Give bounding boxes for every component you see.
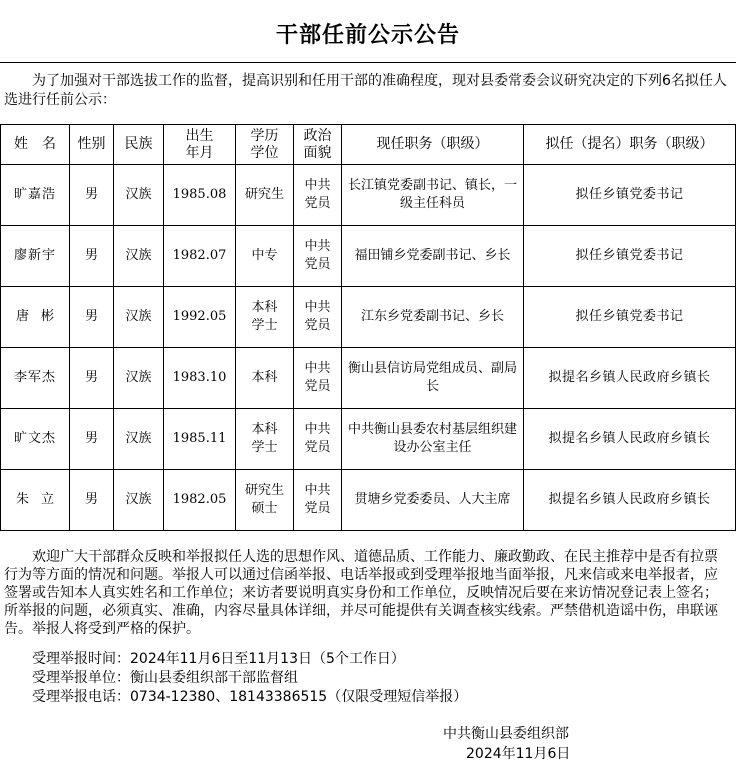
cell-gender: 男 <box>70 165 114 226</box>
cell-political <box>294 470 342 531</box>
header-education <box>236 125 294 165</box>
table-row <box>1 409 736 470</box>
cell-education <box>236 470 294 531</box>
cell-education-degree: 研究生 <box>244 187 284 202</box>
cell-current-position: 贯塘乡党委委员、人大主席 <box>342 470 524 531</box>
header-ethnicity: 民族 <box>114 125 164 165</box>
cell-gender: 男 <box>70 409 114 470</box>
cell-political-line1: 中共 <box>304 239 331 254</box>
cell-ethnicity: 汉族 <box>114 165 164 226</box>
cell-birth: 1985.11 <box>164 409 236 470</box>
header-current-position: 现任职务（职级） <box>342 125 524 165</box>
header-birth-line2: 年月 <box>185 144 214 161</box>
header-birth-line1: 出生 <box>185 127 214 144</box>
cell-political-line2: 党员 <box>304 379 331 394</box>
cell-political-line2: 党员 <box>304 501 331 516</box>
header-gender: 性别 <box>70 125 114 165</box>
table-header-row <box>1 125 736 165</box>
cell-education-degree: 中专 <box>251 248 278 263</box>
cell-education <box>236 409 294 470</box>
cell-ethnicity: 汉族 <box>114 348 164 409</box>
cell-proposed-position: 拟提名乡镇人民政府乡镇长 <box>524 409 736 470</box>
cell-education <box>236 226 294 287</box>
report-phone: 受理举报电话：0734-12380、18143386515（仅限受理短信举报） <box>32 689 468 705</box>
cell-current-position: 中共衡山县委农村基层组织建设办公室主任 <box>342 409 524 470</box>
cell-political-line1: 中共 <box>304 422 331 437</box>
cell-political-line1: 中共 <box>304 178 331 193</box>
signature-date: 2024年11月6日 <box>466 746 571 762</box>
cell-ethnicity: 汉族 <box>114 470 164 531</box>
cell-proposed-position: 拟任乡镇党委书记 <box>524 226 736 287</box>
table-row <box>1 165 736 226</box>
cell-education-degree: 本科 <box>251 300 278 315</box>
cell-birth: 1983.10 <box>164 348 236 409</box>
header-name: 姓 名 <box>1 125 70 165</box>
cell-gender: 男 <box>70 470 114 531</box>
header-education-line2: 学位 <box>250 144 279 161</box>
cell-political-line1: 中共 <box>304 483 331 498</box>
cell-birth: 1982.05 <box>164 470 236 531</box>
cell-name: 朱立 <box>1 470 70 531</box>
cell-political <box>294 409 342 470</box>
cell-education-degree: 本科 <box>251 422 278 437</box>
cell-education <box>236 348 294 409</box>
header-birth <box>164 125 236 165</box>
signature-org: 中共衡山县委组织部 <box>443 726 569 742</box>
cell-political-line2: 党员 <box>304 318 331 333</box>
cell-education-title: 硕士 <box>251 501 278 516</box>
cell-political <box>294 348 342 409</box>
cell-education-title: 学士 <box>251 318 278 333</box>
cell-birth: 1985.08 <box>164 165 236 226</box>
table-row <box>1 226 736 287</box>
cell-political-line2: 党员 <box>304 440 331 455</box>
header-political-line1: 政治 <box>303 127 332 144</box>
cell-birth: 1982.07 <box>164 226 236 287</box>
cell-ethnicity: 汉族 <box>114 409 164 470</box>
report-notice-paragraph: 欢迎广大干部群众反映和举报拟任人选的思想作风、道德品质、工作能力、廉政勤政、在民主推荐中是否有拉票行为等方面的情况和问题。举报人可以通过信函举报、电话举报或到受理举报地当面举报，凡来信或来电举报者，应签署或告知本人真实姓名和工作单位；来访者要说明真实身份和工作单位，反映情况后要在来访情况登记表上签名；所举报的问题，必须真实、准确，内容尽量具体详细，并尽可能提供有关调查核实线索。严禁借机造谣中伤，串联诬告。举报人将受到严格的保护。 <box>4 549 718 637</box>
cell-gender: 男 <box>70 287 114 348</box>
cell-political <box>294 165 342 226</box>
cell-current-position: 衡山县信访局党组成员、副局长 <box>342 348 524 409</box>
cell-political-line1: 中共 <box>304 361 331 376</box>
cell-ethnicity: 汉族 <box>114 287 164 348</box>
cell-proposed-position: 拟提名乡镇人民政府乡镇长 <box>524 348 736 409</box>
title-divider <box>0 62 736 63</box>
cell-birth: 1992.05 <box>164 287 236 348</box>
cell-proposed-position: 拟提名乡镇人民政府乡镇长 <box>524 470 736 531</box>
cell-political <box>294 287 342 348</box>
cell-proposed-position: 拟任乡镇党委书记 <box>524 287 736 348</box>
header-political-line2: 面貌 <box>303 144 332 161</box>
report-time: 受理举报时间：2024年11月6日至11月13日（5个工作日） <box>32 651 405 667</box>
header-education-line1: 学历 <box>250 127 279 144</box>
cell-name: 廖新宇 <box>1 226 70 287</box>
cell-current-position: 江东乡党委副书记、乡长 <box>342 287 524 348</box>
cell-name: 唐彬 <box>1 287 70 348</box>
cell-gender: 男 <box>70 348 114 409</box>
cell-education-degree: 研究生 <box>244 483 284 498</box>
cell-ethnicity: 汉族 <box>114 226 164 287</box>
intro-paragraph: 为了加强对干部选拔工作的监督，提高识别和任用干部的准确程度，现对县委常委会议研究决定的下列6名拟任人选进行任前公示： <box>4 73 727 108</box>
table-row <box>1 348 736 409</box>
cell-education-degree: 本科 <box>251 370 278 385</box>
cell-name: 李军杰 <box>1 348 70 409</box>
cell-name: 旷嘉浩 <box>1 165 70 226</box>
cell-education <box>236 287 294 348</box>
cell-education-title: 学士 <box>251 440 278 455</box>
cell-education <box>236 165 294 226</box>
cell-current-position: 长江镇党委副书记、镇长，一级主任科员 <box>342 165 524 226</box>
candidates-table <box>0 124 736 531</box>
cell-political-line1: 中共 <box>304 300 331 315</box>
cell-political-line2: 党员 <box>304 257 331 272</box>
table-row <box>1 470 736 531</box>
cell-proposed-position: 拟任乡镇党委书记 <box>524 165 736 226</box>
cell-current-position: 福田铺乡党委副书记、乡长 <box>342 226 524 287</box>
cell-political <box>294 226 342 287</box>
table-row <box>1 287 736 348</box>
cell-political-line2: 党员 <box>304 196 331 211</box>
header-political <box>294 125 342 165</box>
header-proposed-position: 拟任（提名）职务（职级） <box>524 125 736 165</box>
cell-name: 旷文杰 <box>1 409 70 470</box>
page-title: 干部任前公示公告 <box>275 23 460 48</box>
cell-gender: 男 <box>70 226 114 287</box>
report-unit: 受理举报单位：衡山县委组织部干部监督组 <box>32 670 298 686</box>
